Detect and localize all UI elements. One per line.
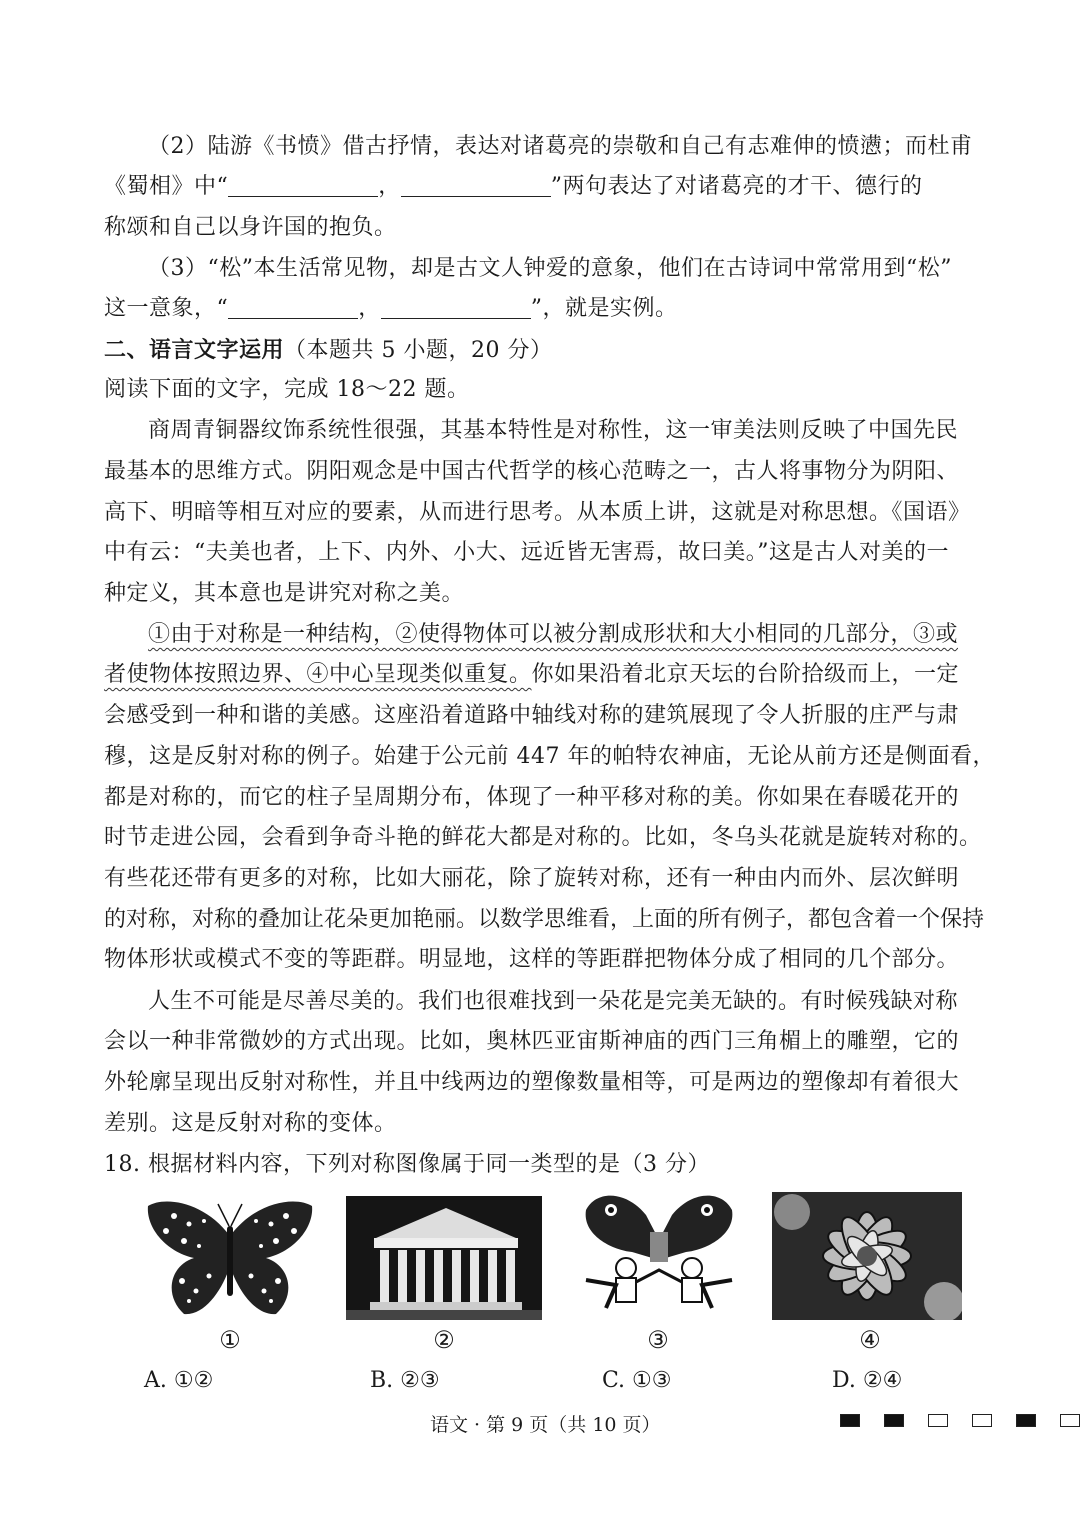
q17-part3-line2-start: 这一意象，“: [104, 296, 229, 321]
answer-blank-2[interactable]: [401, 174, 551, 197]
wavy-underlined-text: 者使物体按照边界、④中心呈现类似重复。: [104, 662, 532, 687]
scan-mark: [928, 1414, 948, 1427]
passage-line: 种定义，其本意也是讲究对称之美。: [104, 581, 465, 606]
question-18-stem: 18. 根据材料内容，下列对称图像属于同一类型的是（3 分）: [104, 1152, 710, 1177]
option-a[interactable]: A. ①②: [144, 1368, 214, 1393]
sculpture-icon: [576, 1190, 742, 1318]
q17-part2-line2: [104, 172, 1004, 202]
section-instruction: 阅读下面的文字，完成 18～22 题。: [104, 377, 470, 402]
passage-line: 时节走进公园，会看到争奇斗艳的鲜花大都是对称的。比如，冬乌头花就是旋转对称的。: [104, 825, 982, 850]
passage-line: [104, 660, 1004, 690]
option-d[interactable]: D. ②④: [832, 1368, 903, 1393]
passage-line: 会以一种非常微妙的方式出现。比如，奥林匹亚宙斯神庙的西门三角楣上的雕塑，它的: [104, 1029, 960, 1054]
passage-line: 物体形状或模式不变的等距群。明显地，这样的等距群把物体分成了相同的几个部分。: [104, 947, 960, 972]
passage-line: 有些花还带有更多的对称，比如大丽花，除了旋转对称，还有一种由内而外、层次鲜明: [104, 866, 960, 891]
option-b[interactable]: B. ②③: [370, 1368, 440, 1393]
passage-line: 穆，这是反射对称的例子。始建于公元前 447 年的帕特农神庙，无论从前方还是侧面看，: [104, 744, 995, 769]
passage-line: 外轮廓呈现出反射对称性，并且中线两边的塑像数量相等，可是两边的塑像却有着很大: [104, 1070, 960, 1095]
answer-blank-3[interactable]: [228, 296, 358, 319]
figure-label-1: ①: [219, 1326, 241, 1354]
section-heading: [104, 335, 1004, 366]
q17-part2-line2-start: 《蜀相》中“: [104, 174, 229, 199]
passage-line: 都是对称的，而它的柱子呈周期分布，体现了一种平移对称的美。你如果在春暖花开的: [104, 785, 960, 810]
passage-line: 的对称，对称的叠加让花朵更加艳丽。以数学思维看，上面的所有例子，都包含着一个保持: [104, 907, 985, 932]
scan-mark: [1060, 1414, 1080, 1427]
q17-part2-line1: （2）陆游《书愤》借古抒情，表达对诸葛亮的崇敬和自己有志难伸的愤懑；而杜甫: [148, 134, 973, 159]
q17-part3-line1: （3）“松”本生活常见物，却是古文人钟爱的意象，他们在古诗词中常常用到“松”: [148, 256, 952, 281]
scan-marks: [840, 1414, 1080, 1430]
section-note: （本题共 5 小题，20 分）: [284, 338, 553, 363]
wavy-underlined-text: ①由于对称是一种结构，②使得物体可以被分割成形状和大小相同的几部分，③或: [148, 622, 959, 647]
answer-blank-1[interactable]: [228, 174, 378, 197]
q17-part2-line2-end: ”两句表达了对诸葛亮的才干、德行的: [550, 174, 923, 199]
figure-label-4: ④: [859, 1326, 881, 1354]
option-c[interactable]: C. ①③: [602, 1368, 672, 1393]
passage-line: 最基本的思维方式。阴阳观念是中国古代哲学的核心范畴之一，古人将事物分为阴阳、: [104, 459, 960, 484]
figure-label-3: ③: [647, 1326, 669, 1354]
passage-line: 差别。这是反射对称的变体。: [104, 1111, 397, 1136]
answer-blank-4[interactable]: [381, 296, 531, 319]
butterfly-icon: [144, 1196, 316, 1320]
scan-mark: [1016, 1414, 1036, 1427]
passage-text: 你如果沿着北京天坛的台阶拾级而上，一定: [531, 662, 960, 687]
passage-line-wavy: [148, 620, 1048, 650]
passage-line: 中有云：“夫美也者，上下、内外、小大、远近皆无害焉，故曰美。”这是古人对美的一: [104, 540, 949, 565]
figure-label-2: ②: [433, 1326, 455, 1354]
blank-separator: ，: [358, 296, 381, 321]
passage-line: 高下、明暗等相互对应的要素，从而进行思考。从本质上讲，这就是对称思想。《国语》: [104, 500, 971, 525]
scan-mark: [840, 1414, 860, 1427]
passage-line: 会感受到一种和谐的美感。这座沿着道路中轴线对称的建筑展现了令人折服的庄严与肃: [104, 703, 960, 728]
q17-part3-line2: [104, 294, 1004, 324]
q17-part3-line2-end: ”，就是实例。: [530, 296, 678, 321]
blank-separator: ，: [378, 174, 401, 199]
passage-line: 人生不可能是尽善尽美的。我们也很难找到一朵花是完美无缺的。有时候残缺对称: [148, 989, 959, 1014]
temple-icon: [346, 1196, 542, 1320]
section-title: 二、语言文字运用: [104, 337, 285, 363]
scan-mark: [884, 1414, 904, 1427]
flower-icon: [772, 1192, 962, 1320]
q17-part2-line3: 称颂和自己以身许国的抱负。: [104, 215, 397, 240]
passage-line: 商周青铜器纹饰系统性很强，其基本特性是对称性，这一审美法则反映了中国先民: [148, 418, 959, 443]
scan-mark: [972, 1414, 992, 1427]
page-footer: 语文 · 第 9 页（共 10 页）: [430, 1414, 661, 1436]
